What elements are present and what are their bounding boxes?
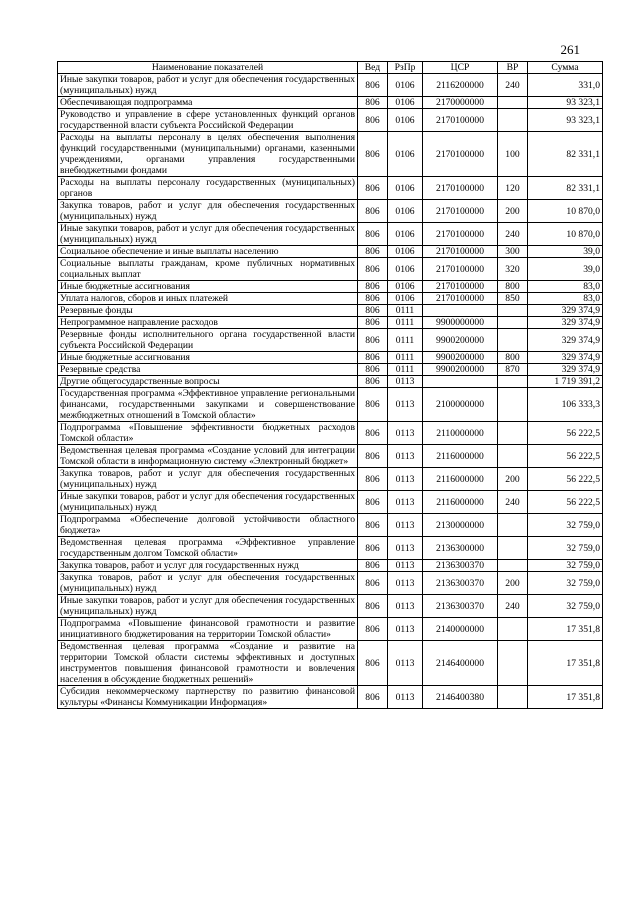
table-row <box>58 595 603 618</box>
cell-ved: 806 <box>358 468 388 491</box>
cell-name: Подпрограмма «Обеспечение долговой устойчивости областного бюджета» <box>58 514 358 537</box>
cell-ved: 806 <box>358 445 388 468</box>
cell-rzpr: 0111 <box>388 364 423 376</box>
cell-name: Закупка товаров, работ и услуг для обеспечения государственных (муниципальных) нужд <box>58 468 358 491</box>
cell-csr: 2100000000 <box>423 388 498 422</box>
cell-ved: 806 <box>358 329 388 352</box>
cell-rzpr: 0106 <box>388 132 423 177</box>
cell-vr <box>498 422 528 445</box>
cell-ved: 806 <box>358 246 388 258</box>
cell-name: Расходы на выплаты персоналу государственных (муниципальных) органов <box>58 177 358 200</box>
cell-ved: 806 <box>358 97 388 109</box>
cell-vr <box>498 514 528 537</box>
cell-vr: 240 <box>498 491 528 514</box>
cell-csr: 2170100000 <box>423 246 498 258</box>
cell-csr: 2170100000 <box>423 132 498 177</box>
table-row <box>58 514 603 537</box>
cell-sum: 329 374,9 <box>528 329 603 352</box>
cell-name: Резервные фонды исполнительного органа государственной власти субъекта Российской Федерации <box>58 329 358 352</box>
table-row <box>58 317 603 329</box>
table-row <box>58 258 603 281</box>
cell-rzpr: 0106 <box>388 97 423 109</box>
cell-csr: 2170100000 <box>423 223 498 246</box>
cell-sum: 17 351,8 <box>528 686 603 709</box>
cell-ved: 806 <box>358 177 388 200</box>
cell-vr: 120 <box>498 177 528 200</box>
table-row <box>58 223 603 246</box>
cell-csr: 2116000000 <box>423 445 498 468</box>
cell-ved: 806 <box>358 281 388 293</box>
cell-vr: 240 <box>498 223 528 246</box>
cell-vr <box>498 686 528 709</box>
cell-vr <box>498 618 528 641</box>
cell-csr: 2136300370 <box>423 572 498 595</box>
cell-sum: 329 374,9 <box>528 317 603 329</box>
cell-ved: 806 <box>358 376 388 388</box>
cell-name: Ведомственная целевая программа «Создание и развитие на территории Томской области системы эффективных и доступных инструментов повышения финансовой грамотности и вовлечения населения в обсуждение бюджетных решений» <box>58 641 358 686</box>
header-csr: ЦСР <box>423 62 498 74</box>
table-row <box>58 246 603 258</box>
cell-rzpr: 0111 <box>388 329 423 352</box>
cell-sum: 10 870,0 <box>528 223 603 246</box>
cell-sum: 32 759,0 <box>528 572 603 595</box>
cell-csr: 2170100000 <box>423 293 498 305</box>
cell-name: Закупка товаров, работ и услуг для обеспечения государственных (муниципальных) нужд <box>58 572 358 595</box>
table-row <box>58 572 603 595</box>
table-header-row <box>58 62 603 74</box>
cell-rzpr: 0111 <box>388 317 423 329</box>
cell-ved: 806 <box>358 74 388 97</box>
cell-rzpr: 0113 <box>388 537 423 560</box>
cell-ved: 806 <box>358 641 388 686</box>
cell-vr <box>498 537 528 560</box>
cell-sum: 82 331,1 <box>528 132 603 177</box>
header-name: Наименование показателей <box>58 62 358 74</box>
cell-sum: 56 222,5 <box>528 491 603 514</box>
cell-sum: 17 351,8 <box>528 618 603 641</box>
cell-vr <box>498 109 528 132</box>
cell-sum: 106 333,3 <box>528 388 603 422</box>
cell-name: Руководство и управление в сфере установленных функций органов государственной власти субъекта Российской Федерации <box>58 109 358 132</box>
cell-name: Субсидия некоммерческому партнерству по развитию финансовой культуры «Финансы Коммуникации Информация» <box>58 686 358 709</box>
cell-rzpr: 0111 <box>388 352 423 364</box>
cell-name: Подпрограмма «Повышение эффективности бюджетных расходов Томской области» <box>58 422 358 445</box>
cell-csr: 2136300000 <box>423 537 498 560</box>
cell-csr: 2136300370 <box>423 560 498 572</box>
cell-rzpr: 0106 <box>388 200 423 223</box>
cell-rzpr: 0113 <box>388 595 423 618</box>
table-row <box>58 537 603 560</box>
table-row <box>58 388 603 422</box>
cell-sum: 17 351,8 <box>528 641 603 686</box>
cell-vr <box>498 641 528 686</box>
cell-sum: 10 870,0 <box>528 200 603 223</box>
table-row <box>58 97 603 109</box>
cell-name: Уплата налогов, сборов и иных платежей <box>58 293 358 305</box>
header-ved: Вед <box>358 62 388 74</box>
cell-sum: 32 759,0 <box>528 595 603 618</box>
cell-ved: 806 <box>358 305 388 317</box>
page-number: 261 <box>560 42 580 57</box>
table-row <box>58 422 603 445</box>
cell-ved: 806 <box>358 293 388 305</box>
table-row <box>58 281 603 293</box>
table-row <box>58 329 603 352</box>
cell-name: Расходы на выплаты персоналу в целях обеспечения выполнения функций государственными (муниципальными) органами, казенными учреждениями, органами управления государственными внебюджетными фондами <box>58 132 358 177</box>
cell-rzpr: 0106 <box>388 281 423 293</box>
cell-rzpr: 0113 <box>388 388 423 422</box>
cell-ved: 806 <box>358 364 388 376</box>
cell-name: Иные закупки товаров, работ и услуг для обеспечения государственных (муниципальных) нужд <box>58 74 358 97</box>
table-row <box>58 177 603 200</box>
cell-sum: 39,0 <box>528 258 603 281</box>
cell-name: Непрограммное направление расходов <box>58 317 358 329</box>
cell-sum: 56 222,5 <box>528 468 603 491</box>
cell-sum: 1 719 391,2 <box>528 376 603 388</box>
cell-name: Иные закупки товаров, работ и услуг для обеспечения государственных (муниципальных) нужд <box>58 223 358 246</box>
cell-vr <box>498 388 528 422</box>
cell-ved: 806 <box>358 618 388 641</box>
cell-vr: 800 <box>498 281 528 293</box>
cell-rzpr: 0113 <box>388 376 423 388</box>
cell-ved: 806 <box>358 223 388 246</box>
cell-ved: 806 <box>358 686 388 709</box>
cell-name: Подпрограмма «Повышение финансовой грамотности и развитие инициативного бюджетирования на территории Томской области» <box>58 618 358 641</box>
cell-vr <box>498 376 528 388</box>
table-row <box>58 686 603 709</box>
cell-sum: 82 331,1 <box>528 177 603 200</box>
cell-vr: 850 <box>498 293 528 305</box>
cell-csr: 9900200000 <box>423 364 498 376</box>
cell-vr: 320 <box>498 258 528 281</box>
cell-csr: 2116000000 <box>423 468 498 491</box>
cell-name: Обеспечивающая подпрограмма <box>58 97 358 109</box>
cell-csr: 2146400000 <box>423 641 498 686</box>
cell-ved: 806 <box>358 560 388 572</box>
cell-sum: 56 222,5 <box>528 422 603 445</box>
cell-vr: 240 <box>498 74 528 97</box>
table-row <box>58 641 603 686</box>
cell-ved: 806 <box>358 258 388 281</box>
table-row <box>58 293 603 305</box>
cell-name: Иные закупки товаров, работ и услуг для обеспечения государственных (муниципальных) нужд <box>58 595 358 618</box>
cell-csr: 9900200000 <box>423 329 498 352</box>
cell-name: Иные закупки товаров, работ и услуг для обеспечения государственных (муниципальных) нужд <box>58 491 358 514</box>
table-row <box>58 376 603 388</box>
table-row <box>58 618 603 641</box>
cell-rzpr: 0106 <box>388 246 423 258</box>
cell-rzpr: 0113 <box>388 514 423 537</box>
cell-ved: 806 <box>358 422 388 445</box>
cell-rzpr: 0106 <box>388 293 423 305</box>
cell-csr: 2116000000 <box>423 491 498 514</box>
table-row <box>58 200 603 223</box>
cell-csr: 9900000000 <box>423 317 498 329</box>
cell-sum: 39,0 <box>528 246 603 258</box>
cell-sum: 329 374,9 <box>528 364 603 376</box>
cell-rzpr: 0106 <box>388 74 423 97</box>
cell-vr: 300 <box>498 246 528 258</box>
cell-ved: 806 <box>358 200 388 223</box>
cell-sum: 56 222,5 <box>528 445 603 468</box>
cell-sum: 83,0 <box>528 293 603 305</box>
cell-csr: 2136300370 <box>423 595 498 618</box>
cell-csr: 2146400380 <box>423 686 498 709</box>
table-row <box>58 352 603 364</box>
cell-rzpr: 0113 <box>388 560 423 572</box>
cell-csr: 2170100000 <box>423 281 498 293</box>
cell-name: Иные бюджетные ассигнования <box>58 281 358 293</box>
cell-vr <box>498 329 528 352</box>
cell-name: Ведомственная целевая программа «Создание условий для интеграции Томской области в информационную систему «Электронный бюджет» <box>58 445 358 468</box>
cell-ved: 806 <box>358 537 388 560</box>
cell-csr <box>423 376 498 388</box>
cell-vr <box>498 97 528 109</box>
cell-vr: 240 <box>498 595 528 618</box>
cell-vr: 200 <box>498 468 528 491</box>
header-rzpr: РзПр <box>388 62 423 74</box>
cell-rzpr: 0106 <box>388 109 423 132</box>
cell-ved: 806 <box>358 132 388 177</box>
cell-sum: 331,0 <box>528 74 603 97</box>
cell-rzpr: 0106 <box>388 223 423 246</box>
cell-rzpr: 0113 <box>388 618 423 641</box>
cell-rzpr: 0106 <box>388 258 423 281</box>
cell-csr <box>423 305 498 317</box>
cell-vr <box>498 305 528 317</box>
cell-ved: 806 <box>358 514 388 537</box>
cell-vr <box>498 317 528 329</box>
cell-vr: 100 <box>498 132 528 177</box>
table-row <box>58 560 603 572</box>
cell-sum: 32 759,0 <box>528 514 603 537</box>
cell-rzpr: 0106 <box>388 177 423 200</box>
cell-sum: 329 374,9 <box>528 305 603 317</box>
cell-vr: 200 <box>498 572 528 595</box>
cell-name: Социальное обеспечение и иные выплаты населению <box>58 246 358 258</box>
table-row <box>58 445 603 468</box>
cell-vr: 800 <box>498 352 528 364</box>
cell-name: Иные бюджетные ассигнования <box>58 352 358 364</box>
cell-vr: 200 <box>498 200 528 223</box>
cell-name: Государственная программа «Эффективное управление региональными финансами, государственными закупками и совершенствование межбюджетных отношений в Томской области» <box>58 388 358 422</box>
cell-csr: 2140000000 <box>423 618 498 641</box>
table-row <box>58 109 603 132</box>
cell-name: Другие общегосударственные вопросы <box>58 376 358 388</box>
cell-rzpr: 0113 <box>388 468 423 491</box>
cell-rzpr: 0113 <box>388 422 423 445</box>
cell-ved: 806 <box>358 109 388 132</box>
cell-rzpr: 0113 <box>388 491 423 514</box>
cell-ved: 806 <box>358 572 388 595</box>
cell-name: Закупка товаров, работ и услуг для государственных нужд <box>58 560 358 572</box>
cell-rzpr: 0113 <box>388 686 423 709</box>
cell-vr <box>498 445 528 468</box>
table-row <box>58 74 603 97</box>
cell-csr: 2170100000 <box>423 177 498 200</box>
cell-csr: 2110000000 <box>423 422 498 445</box>
cell-csr: 2130000000 <box>423 514 498 537</box>
cell-rzpr: 0113 <box>388 641 423 686</box>
cell-ved: 806 <box>358 388 388 422</box>
cell-sum: 93 323,1 <box>528 97 603 109</box>
header-sum: Сумма <box>528 62 603 74</box>
cell-csr: 2170100000 <box>423 200 498 223</box>
cell-ved: 806 <box>358 317 388 329</box>
cell-sum: 329 374,9 <box>528 352 603 364</box>
cell-name: Резервные фонды <box>58 305 358 317</box>
table-row <box>58 305 603 317</box>
cell-name: Ведомственная целевая программа «Эффективное управление государственным долгом Томской области» <box>58 537 358 560</box>
budget-table <box>57 61 603 709</box>
cell-sum: 32 759,0 <box>528 560 603 572</box>
cell-csr: 2170100000 <box>423 109 498 132</box>
cell-csr: 2170000000 <box>423 97 498 109</box>
table-row <box>58 468 603 491</box>
cell-csr: 2116200000 <box>423 74 498 97</box>
cell-vr: 870 <box>498 364 528 376</box>
table-row <box>58 491 603 514</box>
cell-name: Социальные выплаты гражданам, кроме публичных нормативных социальных выплат <box>58 258 358 281</box>
cell-ved: 806 <box>358 595 388 618</box>
header-vr: ВР <box>498 62 528 74</box>
cell-rzpr: 0113 <box>388 445 423 468</box>
cell-name: Закупка товаров, работ и услуг для обеспечения государственных (муниципальных) нужд <box>58 200 358 223</box>
cell-ved: 806 <box>358 352 388 364</box>
cell-sum: 83,0 <box>528 281 603 293</box>
cell-sum: 32 759,0 <box>528 537 603 560</box>
cell-csr: 2170100000 <box>423 258 498 281</box>
cell-sum: 93 323,1 <box>528 109 603 132</box>
table-row <box>58 364 603 376</box>
table-row <box>58 132 603 177</box>
cell-name: Резервные средства <box>58 364 358 376</box>
cell-ved: 806 <box>358 491 388 514</box>
cell-vr <box>498 560 528 572</box>
cell-rzpr: 0111 <box>388 305 423 317</box>
cell-csr: 9900200000 <box>423 352 498 364</box>
cell-rzpr: 0113 <box>388 572 423 595</box>
